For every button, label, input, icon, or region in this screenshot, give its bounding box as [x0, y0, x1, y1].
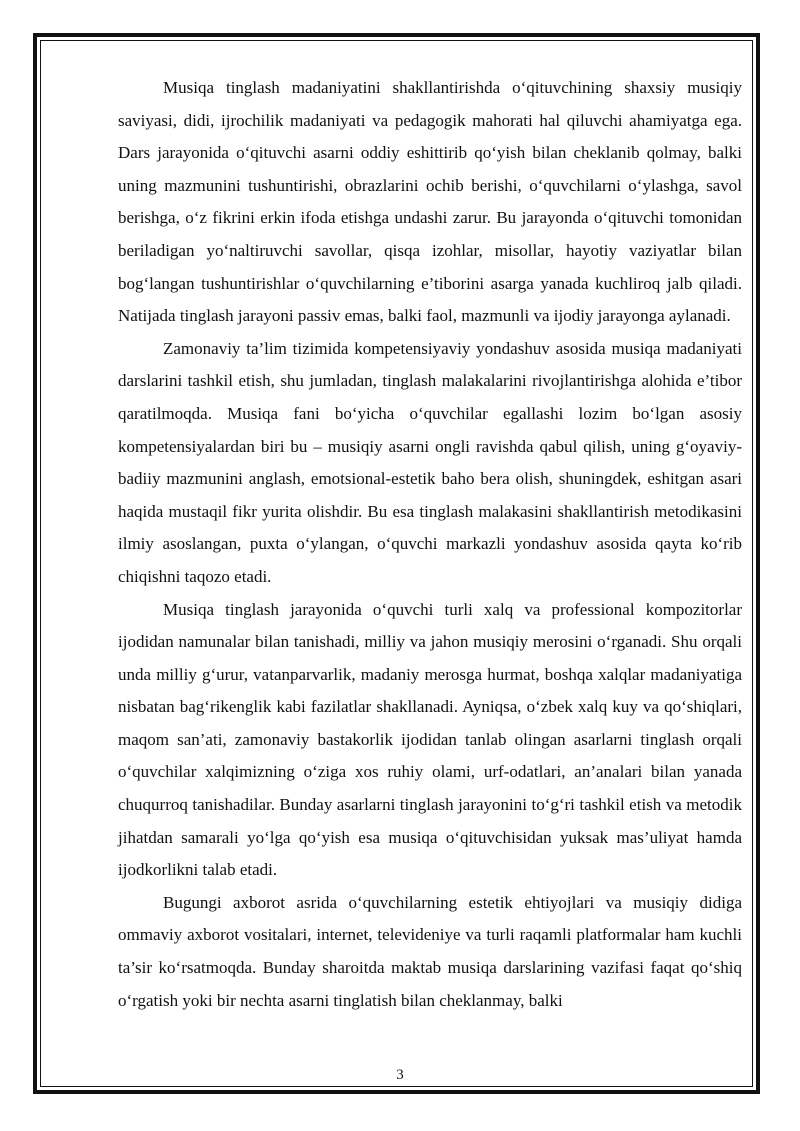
paragraph: Bugungi axborot asrida o‘quvchilarning estetik ehtiyojlari va musiqiy didiga ommaviy axborot vositalari, internet, televideniye va turli raqamli platformalar ham kuchli ta’sir ko‘rsatmoqda. Bunday sharoitda maktab musiqa darslarining vazifasi faqat qo‘shiq o‘rgatish yoki bir nechta asarni tinglatish bilan cheklanmay, balki [118, 892, 742, 1010]
page-number: 3 [396, 1067, 404, 1083]
paragraph: Zamonaviy ta’lim tizimida kompetensiyaviy yondashuv asosida musiqa madaniyati darslarini tashkil etish, shu jumladan, tinglash malakalarini rivojlantirishga alohida e’tibor qaratilmoqda. Musiqa fani bo‘yicha o‘quvchilar egallashi lozim bo‘lgan asosiy kompetensiyalardan biri bu – musiqiy asarni ongli ravishda qabul qilish, uning g‘oyaviy-badiiy mazmunini anglash, emotsional-estetik baho bera olish, shuningdek, eshitgan asari haqida mustaqil fikr yurita olishdir. Bu esa tinglash malakasini shakllantirish metodikasini ilmiy asoslangan, puxta o‘ylangan, o‘quvchi markazli yondashuv asosida qayta ko‘rib chiqishni taqozo etadi. [118, 338, 742, 586]
document-body [118, 72, 742, 1017]
paragraph: Musiqa tinglash madaniyatini shakllantirishda o‘qituvchining shaxsiy musiqiy saviyasi, didi, ijrochilik madaniyati va pedagogik mahorati hal qiluvchi ahamiyatga ega. Dars jarayonida o‘qituvchi asarni oddiy eshittirib qo‘yish bilan cheklanib qolmay, balki uning mazmunini tushuntirishi, obrazlarini ochib berishi, o‘quvchilarni o‘ylashga, savol berishga, o‘z fikrini erkin ifoda etishga undashi zarur. Bu jarayonda o‘qituvchi tomonidan beriladigan yo‘naltiruvchi savollar, qisqa izohlar, misollar, hayotiy vaziyatlar bilan bog‘langan tushuntirishlar o‘quvchilarning e’tiborini asarga yanada kuchliroq jalb qiladi. Natijada tinglash jarayoni passiv emas, balki faol, mazmunli va ijodiy jarayonga aylanadi. [118, 78, 742, 326]
paragraph: Musiqa tinglash jarayonida o‘quvchi turli xalq va professional kompozitorlar ijodidan namunalar bilan tanishadi, milliy va jahon musiqiy merosini o‘rganadi. Shu orqali unda milliy g‘urur, vatanparvarlik, madaniy merosga hurmat, boshqa xalqlar madaniyatiga nisbatan bag‘rikenglik kabi fazilatlar shakllanadi. Ayniqsa, o‘zbek xalq kuy va qo‘shiqlari, maqom san’ati, zamonaviy bastakorlik ijodidan tanlab olingan asarlarni tinglash orqali o‘quvchilar xalqimizning o‘ziga xos ruhiy olami, urf-odatlari, an’analari bilan yanada chuqurroq tanishadilar. Bunday asarlarni tinglash jarayonini to‘g‘ri tashkil etish va metodik jihatdan samarali yo‘lga qo‘yish esa musiqa o‘qituvchisidan yuksak mas’uliyat hamda ijodkorlikni talab etadi. [118, 599, 742, 880]
